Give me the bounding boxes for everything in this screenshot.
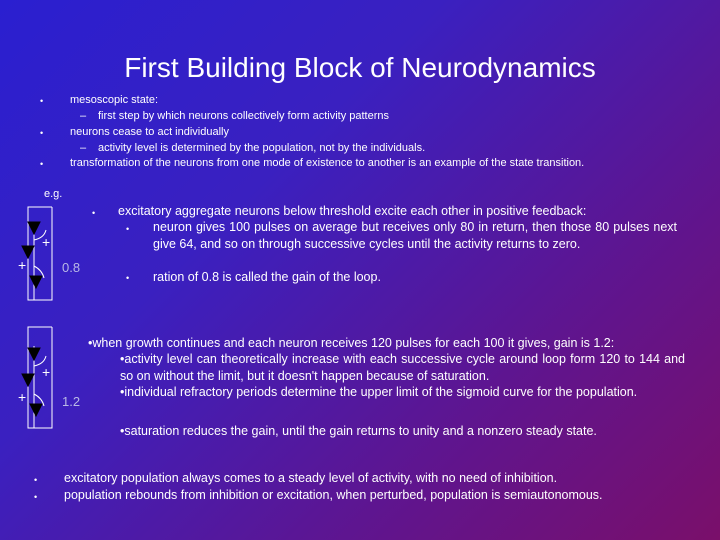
bullet-marker: •: [34, 492, 38, 502]
example-2-sub-3: •saturation reduces the gain, until the gain returns to unity and a nonzero steady state.: [120, 424, 597, 438]
bullet-marker: •: [92, 208, 96, 218]
plus-sign: +: [42, 364, 51, 380]
neuron-triangle: [28, 348, 40, 360]
bullet-marker: •: [40, 159, 44, 169]
neuron-triangle: [28, 222, 40, 234]
top-point-2: neurons cease to act individually: [70, 126, 229, 138]
example-1-main: excitatory aggregate neurons below threshold excite each other in positive feedback:: [118, 204, 587, 218]
dash-marker: –: [80, 142, 87, 154]
gain-label-1: 0.8: [62, 260, 81, 275]
top-point-1: mesoscopic state:: [70, 94, 159, 106]
dash-marker: –: [80, 110, 87, 122]
bullet-marker: •: [40, 96, 44, 106]
bullet-marker: •: [40, 128, 44, 138]
bottom-point-1: excitatory population always comes to a steady level of activity, with no need of inhibition.: [64, 471, 558, 485]
top-point-2-sub: activity level is determined by the population, not by the individuals.: [98, 142, 426, 154]
eg-label: e.g.: [44, 188, 63, 200]
gain-label-2: 1.2: [62, 394, 81, 409]
bullet-marker: •: [126, 224, 130, 234]
neuron-triangle: [30, 276, 42, 288]
bottom-point-2: population rebounds from inhibition or excitation, when perturbed, population is semiautonomous.: [64, 488, 603, 502]
plus-sign: +: [18, 389, 27, 405]
example-2-sub-1: •activity level can theoretically increase with each successive cycle around loop form 120 to 144 and so on without the limit, but it doesn't happen because of saturation.: [120, 352, 685, 383]
example-1-sub-1: neuron gives 100 pulses on average but receives only 80 in return, then those 80 pulses next give 64, and so on through successive cycles until the activity returns to zero.: [153, 220, 677, 251]
neuron-triangle: [22, 374, 34, 386]
feedback-loop-diagram-1: [22, 207, 52, 300]
neuron-triangle: [30, 404, 42, 416]
top-point-3: transformation of the neurons from one mode of existence to another is an example of the state transition.: [70, 157, 585, 169]
example-2-sub-2: •individual refractory periods determine the upper limit of the sigmoid curve for the population.: [120, 385, 638, 399]
example-1-sub-2: ration of 0.8 is called the gain of the loop.: [153, 270, 381, 284]
top-point-1-sub: first step by which neurons collectively form activity patterns: [98, 110, 390, 122]
bullet-marker: •: [34, 475, 38, 485]
plus-sign: +: [18, 257, 27, 273]
slide-title: First Building Block of Neurodynamics: [124, 52, 596, 83]
plus-sign: +: [42, 234, 51, 250]
bullet-marker: •: [126, 273, 130, 283]
example-2-main: •when growth continues and each neuron receives 120 pulses for each 100 it gives, gain is 1.2:: [88, 336, 615, 350]
